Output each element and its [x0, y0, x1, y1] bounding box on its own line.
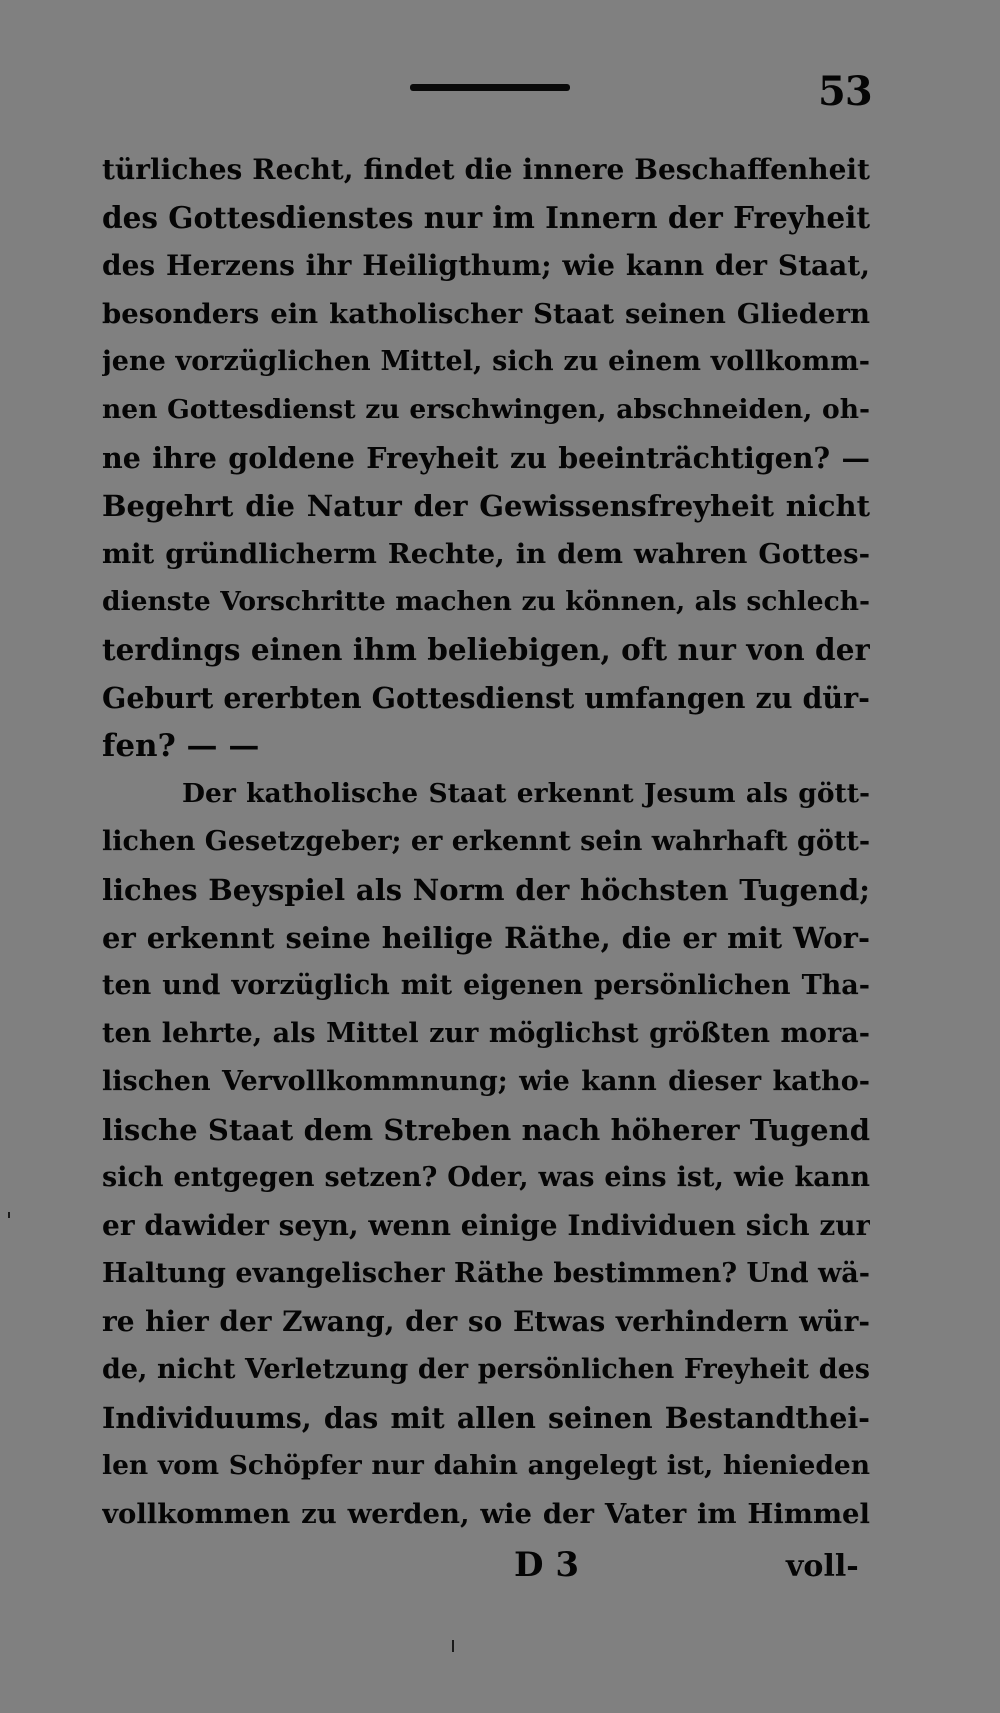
text-line: ne ihre goldene Freyheit zu beeinträchtigen? — — [102, 441, 870, 475]
text-line: des Herzens ihr Heiligthum; wie kann der Staat, — [102, 249, 870, 282]
scan-speck — [452, 1640, 454, 1652]
text-line: Individuums, das mit allen seinen Bestandthei- — [102, 1401, 870, 1435]
text-line: türliches Recht, findet die innere Beschaffenheit — [102, 153, 870, 186]
text-line: er erkennt seine heilige Räthe, die er mit Wor- — [102, 921, 870, 955]
text-line: nen Gottesdienst zu erschwingen, abschneiden, oh- — [102, 394, 870, 425]
paragraph-start-line: Der katholische Staat erkennt Jesum als gött- — [182, 778, 870, 809]
signature-mark: D 3 — [514, 1545, 579, 1585]
body-text — [102, 146, 870, 1538]
page-number: 53 — [818, 68, 872, 115]
text-line: mit gründlicherm Rechte, in dem wahren Gottes- — [102, 538, 870, 570]
text-line: besonders ein katholischer Staat seinen Gliedern — [102, 298, 870, 330]
text-line: jene vorzüglichen Mittel, sich zu einem vollkomm- — [102, 346, 870, 377]
text-line: sich entgegen setzen? Oder, was eins ist, wie kann — [102, 1162, 870, 1193]
text-line: Geburt ererbten Gottesdienst umfangen zu dür- — [102, 681, 870, 715]
text-line: ten lehrte, als Mittel zur möglichst größten mora- — [102, 1018, 870, 1049]
text-line: lische Staat dem Streben nach höherer Tugend — [102, 1113, 870, 1147]
text-line: Haltung evangelischer Räthe bestimmen? Und wä- — [102, 1258, 870, 1289]
text-line: er dawider seyn, wenn einige Individuen sich zur — [102, 1209, 870, 1242]
text-line: ten und vorzüglich mit eigenen persönlichen Tha- — [102, 970, 870, 1001]
text-line: vollkommen zu werden, wie der Vater im Himmel — [102, 1498, 870, 1530]
text-line: len vom Schöpfer nur dahin angelegt ist, hienieden — [102, 1450, 870, 1481]
text-line: des Gottesdienstes nur im Innern der Freyheit — [102, 200, 870, 235]
text-line: dienste Vorschritte machen zu können, als schlech- — [102, 586, 870, 617]
text-line: Begehrt die Natur der Gewissensfreyheit nicht — [102, 489, 870, 523]
catchword: voll- — [786, 1549, 859, 1584]
paragraph-end-line: fen? — — — [102, 728, 260, 764]
text-line: re hier der Zwang, der so Etwas verhindern wür- — [102, 1305, 870, 1338]
text-line: terdings einen ihm beliebigen, oft nur von der — [102, 632, 870, 667]
text-line: liches Beyspiel als Norm der höchsten Tugend; — [102, 873, 870, 907]
text-line: de, nicht Verletzung der persönlichen Freyheit des — [102, 1354, 870, 1385]
header-rule — [410, 84, 570, 91]
text-line: lischen Vervollkommnung; wie kann dieser katho- — [102, 1066, 870, 1097]
scan-speck — [8, 1212, 10, 1218]
text-line: lichen Gesetzgeber; er erkennt sein wahrhaft gött- — [102, 826, 870, 857]
